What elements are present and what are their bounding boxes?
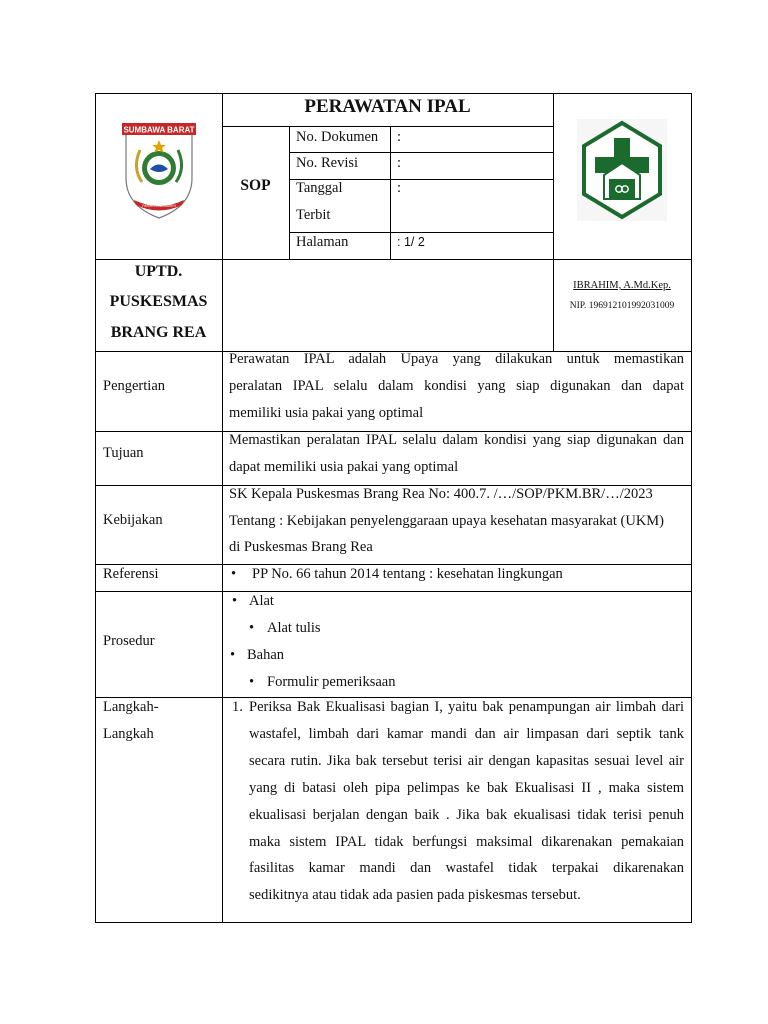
kebijakan-line-3: di Puskesmas Brang Rea xyxy=(229,539,373,555)
row-label-langkah-2: Langkah xyxy=(103,726,154,742)
title-row-divider xyxy=(222,126,553,127)
prosedur-bullet-alat-item: • xyxy=(249,620,255,636)
pengertian-line-1: Perawatan IPAL adalah Upaya yang dilakukan untuk memastikan xyxy=(229,351,684,367)
row-label-prosedur: Prosedur xyxy=(103,633,155,649)
referensi-bullet: • xyxy=(231,566,237,582)
row-label-kebijakan: Kebijakan xyxy=(103,512,163,528)
row-divider xyxy=(95,591,692,592)
org-name-line2: PUSKESMAS xyxy=(109,293,208,310)
langkah-line-4: yang di batasi oleh pipa pelimpas ke bak Ekualisasi II , maka sistem xyxy=(249,780,684,796)
meta-label-halaman: Halaman xyxy=(296,234,349,250)
table-border-bottom xyxy=(95,922,692,923)
langkah-line-7: fasilitas kamar mandi dan wastafel tidak terpakai dikarenakan xyxy=(249,860,684,876)
sop-label: SOP xyxy=(240,177,271,194)
org-name-line1: UPTD. xyxy=(134,263,183,280)
meta-value-no-revisi: : xyxy=(397,155,402,171)
org-name-line3: BRANG REA xyxy=(110,324,207,341)
row-label-referensi: Referensi xyxy=(103,566,159,582)
kebijakan-line-1: SK Kepala Puskesmas Brang Rea No: 400.7. /…/SOP/PKM.BR/…/2023 xyxy=(229,486,653,502)
prosedur-bullet-alat: • xyxy=(232,593,238,609)
row-label-tujuan: Tujuan xyxy=(103,445,144,461)
row-label-langkah: Langkah- xyxy=(103,699,159,715)
meta-value-tanggal-terbit: : xyxy=(397,180,402,196)
langkah-line-1: Periksa Bak Ekualisasi bagian I, yaitu bak penampungan air limbah dari xyxy=(249,699,684,715)
langkah-line-2: wastafel, limbah dari kamar mandi dan air limpasan dari septik tank xyxy=(249,726,684,742)
langkah-line-5: ekualisasi berjalan dengan baik . Jika bak ekualisasi tidak terisi penuh xyxy=(249,807,684,823)
langkah-number: 1. xyxy=(232,699,243,715)
crest-ribbon-text: PARIRI LEMA BARIRI xyxy=(142,204,176,208)
meta-value-halaman: : 1/ 2 xyxy=(397,235,425,249)
row-label-pengertian: Pengertian xyxy=(103,378,166,394)
pengertian-line-2: peralatan IPAL selalu dalam kondisi yang siap digunakan dan dapat xyxy=(229,378,684,394)
table-border-right xyxy=(691,93,692,923)
prosedur-alat: Alat xyxy=(249,593,274,609)
header-divider-logo xyxy=(222,93,223,922)
langkah-line-8: sedikitnya atau tidak ada pasien pada piskesmas tersebut. xyxy=(249,887,581,903)
prosedur-bullet-bahan-item: • xyxy=(249,674,255,690)
meta-value-divider xyxy=(390,126,391,259)
meta-value-no-dokumen: : xyxy=(397,129,402,145)
referensi-item: PP No. 66 tahun 2014 tentang : kesehatan lingkungan xyxy=(252,566,563,582)
sumbawa-barat-crest-logo xyxy=(120,120,198,222)
signer-nip: NIP. 196912101992031009 xyxy=(569,301,675,311)
meta-label-no-revisi: No. Revisi xyxy=(296,155,359,171)
meta-label-no-dokumen: No. Dokumen xyxy=(296,129,379,145)
pengertian-line-3: memiliki usia pakai yang optimal xyxy=(229,405,424,421)
langkah-line-6: maka sistem IPAL tidak berfungsi maksimal dikarenakan pemakaian xyxy=(249,834,684,850)
prosedur-bahan-item: Formulir pemeriksaan xyxy=(267,674,396,690)
prosedur-bullet-bahan: • xyxy=(230,647,236,663)
document-title: PERAWATAN IPAL xyxy=(304,96,471,117)
tujuan-line-1: Memastikan peralatan IPAL selalu dalam kondisi yang siap digunakan dan xyxy=(229,432,684,448)
prosedur-alat-item: Alat tulis xyxy=(267,620,321,636)
prosedur-bahan: Bahan xyxy=(247,647,285,663)
meta-label-tanggal-terbit-2: Terbit xyxy=(296,207,331,223)
signer-name: IBRAHIM, A.Md.Kep. xyxy=(573,280,671,291)
meta-label-tanggal-terbit: Tanggal xyxy=(296,180,343,196)
crest-banner-text: SUMBAWA BARAT xyxy=(123,125,195,135)
sop-divider xyxy=(289,126,290,259)
kebijakan-line-2: Tentang : Kebijakan penyelenggaraan upaya kesehatan masyarakat (UKM) xyxy=(229,513,665,529)
table-border-left xyxy=(95,93,96,923)
langkah-line-3: secara rutin. Jika bak tersebut terisi air dengan kapasitas sesuai level air xyxy=(249,753,684,769)
puskesmas-logo xyxy=(577,119,667,221)
tujuan-line-2: dapat memiliki usia pakai yang optimal xyxy=(229,459,459,475)
